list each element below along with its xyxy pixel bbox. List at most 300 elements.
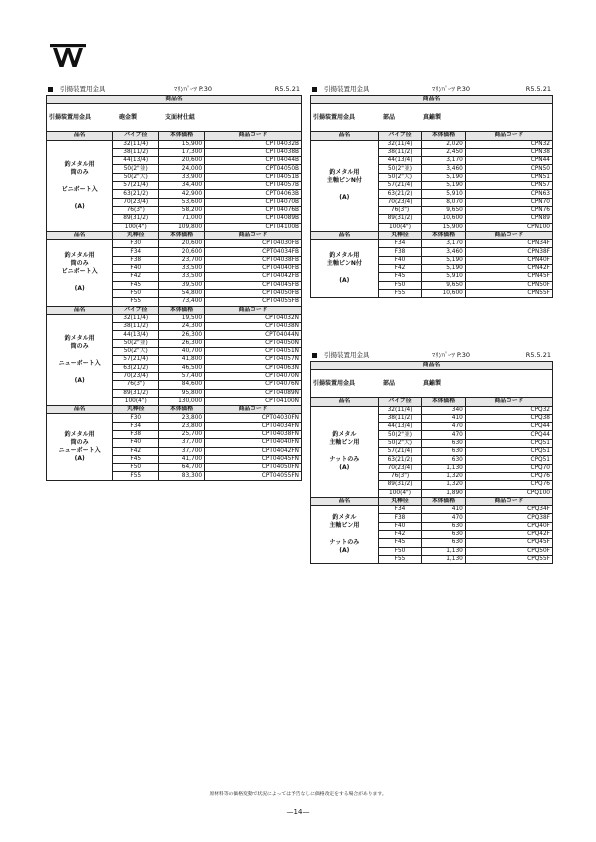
- size-cell: F45: [113, 455, 159, 463]
- item-name-line: 釣メタル用: [64, 334, 95, 342]
- column-header: 本体価格: [159, 231, 205, 239]
- price-cell: 3,460: [422, 165, 466, 173]
- product-code-cell: CPN55F: [465, 289, 552, 297]
- size-cell: F42: [113, 273, 159, 281]
- size-cell: F34: [378, 240, 422, 248]
- size-cell: F45: [378, 273, 422, 281]
- price-cell: 1,130: [422, 547, 466, 555]
- table-row: [311, 140, 553, 148]
- product-code-cell: CPQ38: [465, 414, 552, 422]
- table-row: [47, 414, 302, 422]
- item-name-cell: [47, 314, 113, 405]
- size-cell: F34: [113, 422, 159, 430]
- description-row: [311, 370, 553, 398]
- product-code-cell: CPQ51: [465, 448, 552, 456]
- product-name-header-row: [311, 96, 553, 104]
- product-code-cell: CPN44: [465, 157, 552, 165]
- size-cell: 76(3"): [113, 381, 159, 389]
- column-header-row: [311, 132, 553, 140]
- product-code-cell: CPT04030FB: [205, 240, 302, 248]
- product-code-cell: CPT04063B: [205, 190, 302, 198]
- name-spacer: [49, 177, 110, 186]
- column-header: 商品コード: [205, 231, 302, 239]
- column-header: 商品コード: [465, 132, 552, 140]
- product-code-cell: CPQ44: [465, 423, 552, 431]
- section-title: 引揚装置用金具: [60, 85, 106, 93]
- column-header: 本体価格: [422, 497, 466, 505]
- size-cell: F40: [378, 256, 422, 264]
- item-name-cell: [311, 140, 379, 231]
- size-cell: F38: [113, 430, 159, 438]
- item-name-line: ナットのみ: [329, 539, 360, 547]
- size-cell: 38(11/2): [113, 323, 159, 331]
- product-code-cell: CPT04050FB: [205, 289, 302, 297]
- price-cell: 57,400: [159, 372, 205, 380]
- size-cell: 50(2"並): [378, 165, 422, 173]
- price-cell: 15,900: [422, 223, 466, 231]
- product-code-cell: CPQ51: [465, 456, 552, 464]
- price-cell: 23,800: [159, 422, 205, 430]
- product-code-cell: CPT04076B: [205, 206, 302, 214]
- item-name-line: ニューボート入: [58, 447, 101, 455]
- price-cell: 630: [422, 456, 466, 464]
- column-header-row: [47, 132, 302, 140]
- size-cell: F50: [113, 289, 159, 297]
- product-code-cell: CPT04100N: [205, 397, 302, 405]
- item-name-line: (A): [74, 202, 85, 210]
- size-cell: 63(21/2): [113, 364, 159, 372]
- product-code-cell: CPQ76: [465, 481, 552, 489]
- product-description: [311, 104, 553, 132]
- product-code-cell: CPT04100B: [205, 223, 302, 231]
- product-code-cell: CPN51: [465, 173, 552, 181]
- product-code-cell: CPN70: [465, 198, 552, 206]
- product-code-cell: CPT04070N: [205, 372, 302, 380]
- item-name-line: 釣メタル用: [329, 169, 360, 177]
- price-cell: 37,700: [159, 447, 205, 455]
- price-cell: 41,800: [159, 356, 205, 364]
- name-spacer: [49, 276, 110, 285]
- price-cell: 1,130: [422, 555, 466, 563]
- price-cell: 410: [422, 506, 466, 514]
- size-cell: 44(13/4): [378, 423, 422, 431]
- product-code-cell: CPQ34F: [465, 506, 552, 514]
- size-cell: F40: [113, 439, 159, 447]
- product-code-cell: CPN63: [465, 190, 552, 198]
- size-cell: 32(11/4): [113, 314, 159, 322]
- section-title: 引揚装置用金具: [324, 351, 370, 359]
- price-cell: 5,910: [422, 273, 466, 281]
- product-code-cell: CPT04057B: [205, 182, 302, 190]
- size-cell: 70(23/4): [113, 198, 159, 206]
- product-code-cell: CPN32: [465, 140, 552, 148]
- product-code-cell: CPQ42F: [465, 531, 552, 539]
- name-spacer: [313, 268, 376, 277]
- column-header: パイプ径: [378, 398, 422, 406]
- description-row: [47, 104, 302, 132]
- product-name-label: 商品名: [47, 96, 302, 104]
- price-cell: 58,200: [159, 206, 205, 214]
- product-code-cell: CPQ40F: [465, 522, 552, 530]
- size-cell: 100(4"): [378, 223, 422, 231]
- price-cell: 15,900: [159, 140, 205, 148]
- description-part: 真鍮製: [423, 380, 442, 388]
- item-name-line: ニューボート入: [58, 359, 101, 367]
- price-cell: 1,320: [422, 481, 466, 489]
- product-code-cell: CPN45F: [465, 273, 552, 281]
- product-code-cell: CPN38: [465, 148, 552, 156]
- size-cell: 76(3"): [378, 472, 422, 480]
- column-header: 商品コード: [205, 406, 302, 414]
- price-table: [310, 361, 553, 564]
- item-name-line: 主軸ピン用: [329, 439, 360, 447]
- size-cell: 63(21/2): [113, 190, 159, 198]
- item-name-line: 筒のみ: [70, 168, 89, 176]
- column-header: 丸棒径: [113, 406, 159, 414]
- product-code-cell: CPN100: [465, 223, 552, 231]
- size-cell: F34: [113, 248, 159, 256]
- price-cell: 130,000: [159, 397, 205, 405]
- price-cell: 10,600: [422, 215, 466, 223]
- price-cell: 84,600: [159, 381, 205, 389]
- item-name-line: (A): [339, 277, 350, 285]
- product-code-cell: CPT04045FN: [205, 455, 302, 463]
- size-cell: F45: [378, 539, 422, 547]
- column-header: 本体価格: [159, 132, 205, 140]
- price-cell: 3,170: [422, 240, 466, 248]
- price-cell: 1,130: [422, 464, 466, 472]
- column-header: 商品コード: [465, 231, 552, 239]
- description-part: 引揚装置用金具: [49, 114, 92, 122]
- size-cell: 100(4"): [378, 489, 422, 497]
- price-cell: 24,300: [159, 323, 205, 331]
- product-code-cell: CPQ70: [465, 464, 552, 472]
- item-name-line: 主軸ピンN付: [326, 177, 362, 185]
- product-code-cell: CPT04051B: [205, 173, 302, 181]
- product-code-cell: CPN50: [465, 165, 552, 173]
- product-code-cell: CPT04050B: [205, 165, 302, 173]
- column-header-row: [311, 497, 553, 505]
- column-header: 本体価格: [422, 398, 466, 406]
- product-code-cell: CPN50F: [465, 281, 552, 289]
- product-name-label: 商品名: [311, 362, 553, 370]
- price-cell: 470: [422, 514, 466, 522]
- price-cell: 33,500: [159, 273, 205, 281]
- item-name-line: 釣メタル用: [329, 252, 360, 260]
- size-cell: 50(2"並): [113, 339, 159, 347]
- size-cell: 44(13/4): [113, 157, 159, 165]
- column-header: 商品コード: [205, 132, 302, 140]
- price-cell: 46,500: [159, 364, 205, 372]
- column-header: パイプ径: [378, 132, 422, 140]
- price-cell: 630: [422, 439, 466, 447]
- product-description: [47, 104, 302, 132]
- price-cell: 9,650: [422, 206, 466, 214]
- item-name-line: 釣メタル: [332, 431, 357, 439]
- column-header-row: [311, 231, 553, 239]
- product-code-cell: CPT04089N: [205, 389, 302, 397]
- product-code-cell: CPT04070B: [205, 198, 302, 206]
- size-cell: 70(23/4): [113, 372, 159, 380]
- product-code-cell: CPT04057N: [205, 356, 302, 364]
- price-cell: 23,700: [159, 256, 205, 264]
- product-code-cell: CPN76: [465, 206, 552, 214]
- size-cell: 50(2"大): [113, 173, 159, 181]
- product-code-cell: CPN42F: [465, 265, 552, 273]
- price-cell: 5,190: [422, 256, 466, 264]
- price-cell: 24,000: [159, 165, 205, 173]
- product-code-cell: CPT04044B: [205, 157, 302, 165]
- product-code-cell: CPQ76: [465, 472, 552, 480]
- product-code-cell: CPQ44: [465, 431, 552, 439]
- price-cell: 5,190: [422, 173, 466, 181]
- table-row: [311, 240, 553, 248]
- price-cell: 8,070: [422, 198, 466, 206]
- bullet-square-icon: [312, 87, 317, 92]
- product-code-cell: CPT04050N: [205, 339, 302, 347]
- size-cell: 32(11/4): [378, 406, 422, 414]
- product-code-cell: CPT04055FN: [205, 472, 302, 480]
- product-code-cell: CPQ100: [465, 489, 552, 497]
- price-cell: 53,600: [159, 198, 205, 206]
- size-cell: 44(13/4): [378, 157, 422, 165]
- product-name-label: 商品名: [311, 96, 553, 104]
- size-cell: 50(2"並): [113, 165, 159, 173]
- product-code-cell: CPQ50F: [465, 547, 552, 555]
- size-cell: F38: [378, 248, 422, 256]
- column-header: 丸棒径: [378, 497, 422, 505]
- section-right-bottom: [310, 350, 553, 564]
- product-code-cell: CPT04034FN: [205, 422, 302, 430]
- price-cell: 23,800: [159, 414, 205, 422]
- column-header: パイプ径: [113, 306, 159, 314]
- size-cell: 50(2"大): [378, 173, 422, 181]
- price-cell: 83,300: [159, 472, 205, 480]
- item-name-line: ビニボート入: [61, 268, 98, 276]
- item-name-cell: [311, 506, 379, 564]
- bullet-square-icon: [48, 87, 53, 92]
- item-name-line: (A): [74, 376, 85, 384]
- table-row: [47, 240, 302, 248]
- column-header: 本体価格: [159, 306, 205, 314]
- price-cell: 3,460: [422, 248, 466, 256]
- size-cell: F55: [378, 289, 422, 297]
- product-code-cell: CPT04038FB: [205, 256, 302, 264]
- size-cell: 89(31/2): [378, 215, 422, 223]
- size-cell: F38: [378, 514, 422, 522]
- size-cell: F34: [378, 506, 422, 514]
- bullet-square-icon: [312, 353, 317, 358]
- size-cell: F42: [378, 531, 422, 539]
- item-name-cell: [47, 240, 113, 306]
- description-part: 真鍮製: [423, 114, 442, 122]
- product-code-cell: CPT04045FB: [205, 281, 302, 289]
- column-header: 品名: [311, 497, 379, 505]
- size-cell: F50: [378, 547, 422, 555]
- size-cell: 100(4"): [113, 223, 159, 231]
- column-header: 品名: [47, 231, 113, 239]
- price-cell: 37,700: [159, 439, 205, 447]
- revision-date: R5.5.21: [274, 85, 300, 93]
- description-row: [311, 104, 553, 132]
- price-cell: 5,910: [422, 190, 466, 198]
- column-header: 丸棒径: [113, 231, 159, 239]
- price-cell: 2,020: [422, 140, 466, 148]
- price-cell: 5,190: [422, 265, 466, 273]
- revision-date: R5.5.21: [525, 351, 551, 359]
- product-name-header-row: [47, 96, 302, 104]
- size-cell: 63(21/2): [378, 190, 422, 198]
- column-header-row: [311, 398, 553, 406]
- size-cell: F50: [378, 281, 422, 289]
- name-spacer: [313, 530, 376, 539]
- column-header: 品名: [47, 306, 113, 314]
- product-code-cell: CPT04044N: [205, 331, 302, 339]
- price-cell: 39,500: [159, 281, 205, 289]
- description-part: 部品: [383, 380, 396, 388]
- price-cell: 95,800: [159, 389, 205, 397]
- price-cell: 20,600: [159, 240, 205, 248]
- column-header: 商品コード: [465, 497, 552, 505]
- catalog-reference: ﾏﾘﾝﾊﾟｰﾂ P.30: [432, 85, 471, 93]
- product-code-cell: CPQ38F: [465, 514, 552, 522]
- price-cell: 19,500: [159, 314, 205, 322]
- company-logo: [50, 40, 86, 70]
- price-cell: 630: [422, 522, 466, 530]
- size-cell: 38(11/2): [378, 414, 422, 422]
- price-cell: 2,450: [422, 148, 466, 156]
- product-code-cell: CPT04034FB: [205, 248, 302, 256]
- size-cell: 38(11/2): [378, 148, 422, 156]
- price-cell: 630: [422, 448, 466, 456]
- column-header-row: [47, 306, 302, 314]
- revision-date: R5.5.21: [525, 85, 551, 93]
- size-cell: F40: [113, 265, 159, 273]
- price-cell: 54,800: [159, 289, 205, 297]
- price-cell: 1,320: [422, 472, 466, 480]
- price-cell: 9,650: [422, 281, 466, 289]
- price-cell: 64,700: [159, 464, 205, 472]
- item-name-line: 筒のみ: [70, 342, 89, 350]
- product-code-cell: CPT04076N: [205, 381, 302, 389]
- product-code-cell: CPN38F: [465, 248, 552, 256]
- size-cell: 100(4"): [113, 397, 159, 405]
- item-name-line: 釣メタル用: [64, 160, 95, 168]
- page-number: —14—: [286, 808, 310, 816]
- product-code-cell: CPT04032B: [205, 140, 302, 148]
- column-header: 商品コード: [465, 398, 552, 406]
- price-cell: 410: [422, 414, 466, 422]
- product-code-cell: CPN34F: [465, 240, 552, 248]
- size-cell: 89(31/2): [113, 389, 159, 397]
- size-cell: 57(21/4): [378, 448, 422, 456]
- column-header-row: [47, 406, 302, 414]
- column-header: 丸棒径: [378, 231, 422, 239]
- item-name-cell: [47, 414, 113, 480]
- price-cell: 33,900: [159, 173, 205, 181]
- price-cell: 73,400: [159, 298, 205, 306]
- description-part: 引揚装置用金具: [313, 114, 356, 122]
- item-name-line: 主軸ピンN付: [326, 260, 362, 268]
- section-right-top: [310, 84, 553, 298]
- price-cell: 25,700: [159, 430, 205, 438]
- price-cell: 630: [422, 539, 466, 547]
- catalog-reference: ﾏﾘﾝﾊﾟｰﾂ P.30: [432, 351, 471, 359]
- price-table: [310, 95, 553, 298]
- price-cell: 1,890: [422, 489, 466, 497]
- product-code-cell: CPT04051N: [205, 348, 302, 356]
- item-name-line: 筒のみ: [70, 260, 89, 268]
- column-header: 本体価格: [422, 132, 466, 140]
- size-cell: 89(31/2): [378, 481, 422, 489]
- size-cell: F55: [113, 298, 159, 306]
- product-code-cell: CPT04038B: [205, 148, 302, 156]
- column-header-row: [47, 231, 302, 239]
- product-code-cell: CPQ45F: [465, 539, 552, 547]
- product-code-cell: CPT04063N: [205, 364, 302, 372]
- product-code-cell: CPT04042FB: [205, 273, 302, 281]
- size-cell: 57(21/4): [378, 182, 422, 190]
- description-part: 砲金製: [119, 114, 138, 122]
- price-cell: 10,600: [422, 289, 466, 297]
- size-cell: 50(2"大): [378, 439, 422, 447]
- size-cell: 50(2"並): [378, 431, 422, 439]
- table-row: [47, 140, 302, 148]
- column-header: 品名: [47, 406, 113, 414]
- item-name-cell: [311, 406, 379, 497]
- column-header: 商品コード: [205, 306, 302, 314]
- price-cell: 34,400: [159, 182, 205, 190]
- product-code-cell: CPT04030FN: [205, 414, 302, 422]
- item-name-line: 釣メタル用: [64, 431, 95, 439]
- table-row: [47, 314, 302, 322]
- price-cell: 40,700: [159, 348, 205, 356]
- price-cell: 5,190: [422, 182, 466, 190]
- price-cell: 340: [422, 406, 466, 414]
- description-part: 部品: [383, 114, 396, 122]
- size-cell: F40: [378, 522, 422, 530]
- item-name-line: 主軸ピン用: [329, 522, 360, 530]
- price-cell: 17,300: [159, 148, 205, 156]
- product-code-cell: CPQ51: [465, 439, 552, 447]
- price-cell: 630: [422, 531, 466, 539]
- item-name-line: (A): [339, 547, 350, 555]
- item-name-line: 筒のみ: [70, 439, 89, 447]
- price-cell: 26,300: [159, 339, 205, 347]
- name-spacer: [49, 351, 110, 360]
- size-cell: F55: [113, 472, 159, 480]
- product-code-cell: CPT04050FN: [205, 464, 302, 472]
- item-name-cell: [47, 140, 113, 231]
- size-cell: F38: [113, 256, 159, 264]
- size-cell: F45: [113, 281, 159, 289]
- product-code-cell: CPT04032N: [205, 314, 302, 322]
- item-name-cell: [311, 240, 379, 298]
- price-cell: 33,500: [159, 265, 205, 273]
- product-code-cell: CPT04040FB: [205, 265, 302, 273]
- price-cell: 20,600: [159, 157, 205, 165]
- price-cell: 3,170: [422, 157, 466, 165]
- column-header: 本体価格: [159, 406, 205, 414]
- price-cell: 42,900: [159, 190, 205, 198]
- product-code-cell: CPT04042FN: [205, 447, 302, 455]
- catalog-reference: ﾏﾘﾝﾊﾟｰﾂ P.30: [174, 85, 213, 93]
- product-code-cell: CPT04038N: [205, 323, 302, 331]
- section-header: [310, 84, 553, 95]
- column-header: 品名: [311, 398, 379, 406]
- product-name-header-row: [311, 362, 553, 370]
- size-cell: 89(31/2): [113, 215, 159, 223]
